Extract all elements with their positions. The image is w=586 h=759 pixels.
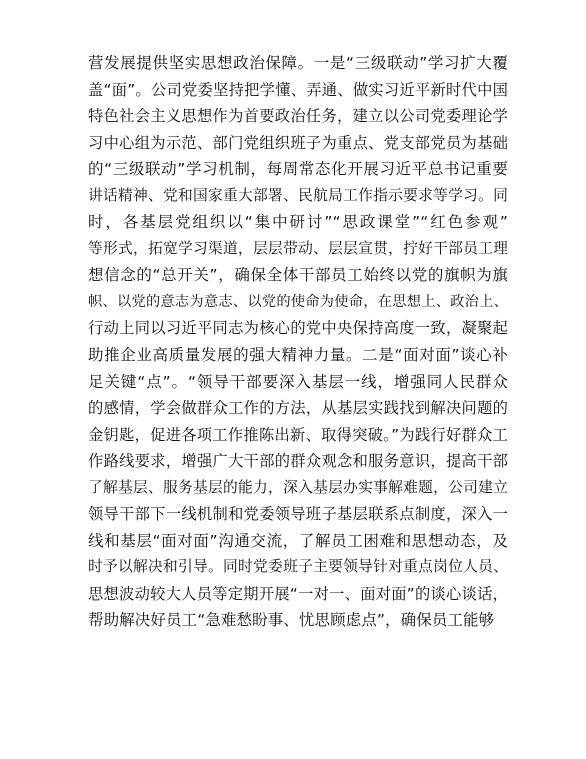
text-line: 作路线要求，增强广大干部的群众观念和服务意识，提高干部 [88, 452, 508, 471]
body-text [88, 50, 508, 634]
text-line: 了解基层、服务基层的能力，深入基层办实事解难题，公司建立 [88, 478, 508, 496]
text-line: 助推企业高质量发展的强大精神力量。二是“面对面”谈心补 [88, 346, 508, 365]
text-line: 盖“面”。公司党委坚持把学懂、弄通、做实习近平新时代中国 [88, 80, 508, 99]
text-line: 讲话精神、党和国家重大部署、民航局工作指示要求等学习。同 [88, 186, 508, 204]
text-line: 思想波动较大人员等定期开展“一对一、面对面”的谈心谈话， [88, 584, 508, 603]
text-line: 的感情，学会做群众工作的方法，从基层实践找到解决问题的 [88, 399, 508, 418]
text-line: 领导干部下一线机制和党委领导班子基层联系点制度，深入一 [88, 505, 508, 524]
text-line: 时，各基层党组织以“集中研讨”“思政课堂”“红色参观” [88, 213, 508, 232]
text-line: 习中心组为示范、部门党组织班子为重点、党支部党员为基础 [88, 133, 508, 152]
text-line: 特色社会主义思想作为首要政治任务，建立以公司党委理论学 [88, 107, 508, 126]
text-line: 的“三级联动”学习机制，每周常态化开展习近平总书记重要 [88, 160, 508, 179]
text-line: 等形式，拓宽学习渠道，层层带动、层层宣贯，拧好干部员工理 [88, 239, 508, 257]
text-line: 线和基层“面对面”沟通交流，了解员工困难和思想动态，及 [88, 531, 508, 550]
text-line: 营发展提供坚实思想政治保障。一是“三级联动”学习扩大覆 [88, 54, 508, 72]
text-line: 想信念的“总开关”，确保全体干部员工始终以党的旗帜为旗 [88, 266, 508, 285]
text-line: 帜、以党的意志为意志、以党的使命为使命，在思想上、政治上、 [88, 293, 508, 310]
text-line: 足关键“点”。“领导干部要深入基层一线，增强同人民群众 [88, 372, 508, 391]
text-line: 行动上同以习近平同志为核心的党中央保持高度一致，凝聚起 [88, 319, 508, 338]
text-line: 金钥匙，促进各项工作推陈出新、取得突破。”为践行好群众工 [88, 425, 508, 444]
text-line: 时予以解决和引导。同时党委班子主要领导针对重点岗位人员、 [88, 558, 508, 576]
text-line: 帮助解决好员工“急难愁盼事、忧思顾虑点”，确保员工能够 [88, 611, 495, 630]
